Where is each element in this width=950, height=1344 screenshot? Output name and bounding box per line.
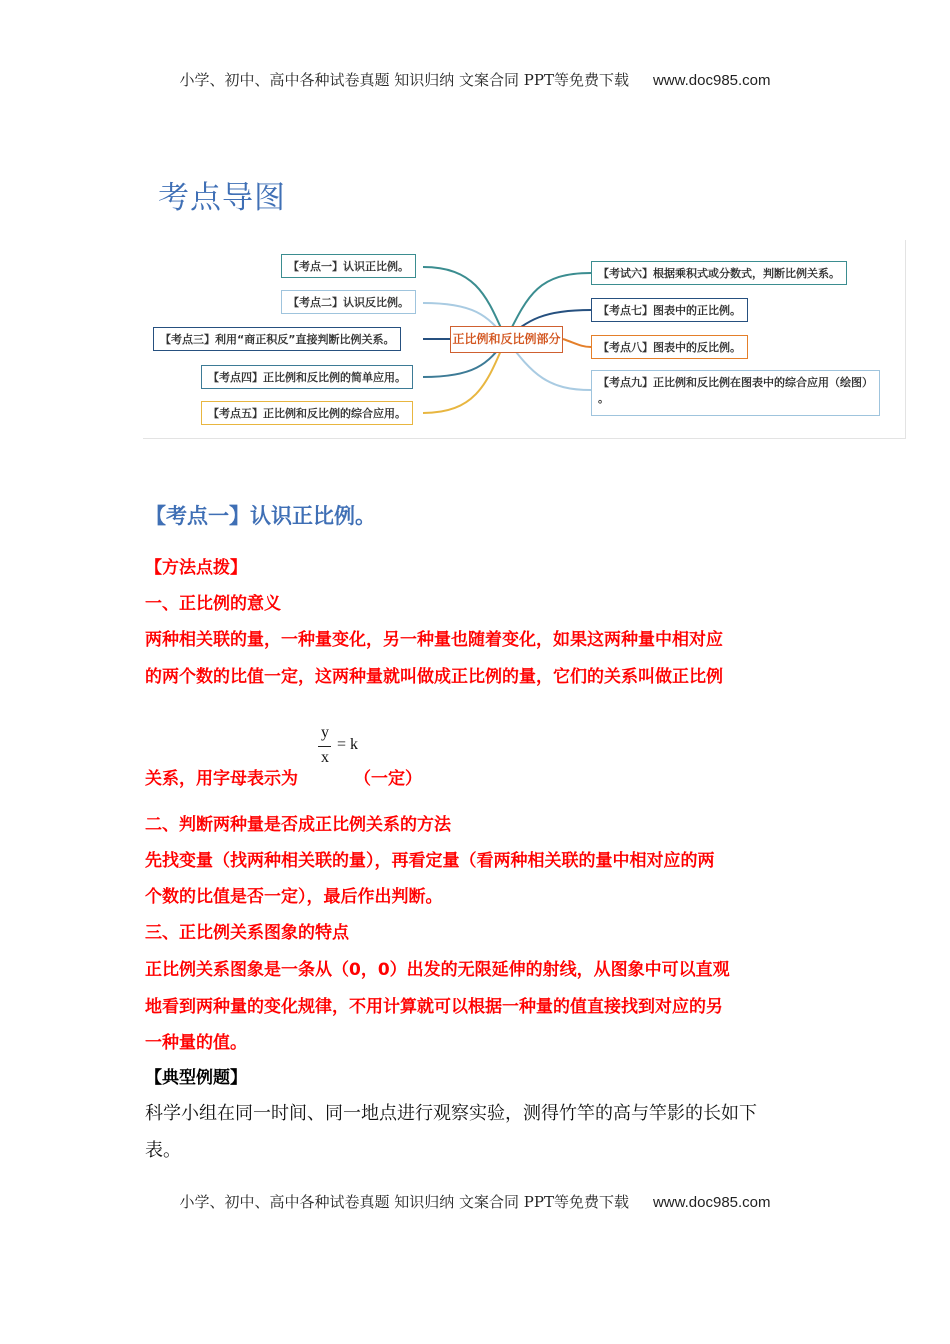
mindmap-node-k6: 【考试六】根据乘积式或分数式，判断比例关系。 [591,261,847,285]
footer-site-link[interactable]: www.doc985.com [652,1194,771,1211]
definition-line-3 [145,764,422,789]
mindmap-node-k1: 【考点一】认识正比例。 [281,254,416,278]
mindmap-node-k5: 【考点五】正比例和反比例的综合应用。 [201,401,413,425]
example-line-2: 表。 [145,1140,181,1161]
heading-meaning: 一、正比例的意义 [145,594,281,614]
mindmap-title: 考点导图 [158,180,286,216]
formula-denominator: x [321,749,329,766]
mindmap [143,240,906,439]
example-line-1: 科学小组在同一时间、同一地点进行观察实验，测得竹竿的高与竿影的长如下 [145,1103,757,1124]
heading-graph-features: 三、正比例关系图象的特点 [145,923,349,943]
definition-line-3-a: 关系，用字母表示为 [145,769,298,789]
definition-line-1: 两种相关联的量，一种量变化，另一种量也随着变化，如果这两种量中相对应 [145,630,723,650]
graph-line-1: 正比例关系图象是一条从（0，0）出发的无限延伸的射线，从图象中可以直观 [145,960,730,980]
mindmap-node-k2: 【考点二】认识反比例。 [281,290,416,314]
page-footer [0,1191,950,1212]
graph-line-3: 一种量的值。 [145,1033,247,1053]
mindmap-node-k9 [591,370,880,416]
mindmap-node-k8: 【考点八】图表中的反比例。 [591,335,748,359]
mindmap-node-k4: 【考点四】正比例和反比例的简单应用。 [201,365,413,389]
mindmap-node-k9-label: 【考点九】正比例和反比例在图表中的综合应用（绘图） [598,376,873,389]
footer-text: 小学、初中、高中各种试卷真题 知识归纳 文案合同 PPT等免费下载 [179,1193,629,1211]
definition-line-3-b: （一定） [354,769,422,789]
header-text: 小学、初中、高中各种试卷真题 知识归纳 文案合同 PPT等免费下载 [179,71,629,89]
definition-line-2: 的两个数的比值一定，这两种量就叫做成正比例的量，它们的关系叫做正比例 [145,667,723,687]
formula-rhs: = k [337,736,359,753]
example-label: 【典型例题】 [145,1068,247,1088]
method-label: 【方法点拨】 [145,558,247,578]
formula-fraction-bar [318,746,331,747]
header-site-link[interactable]: www.doc985.com [652,72,771,89]
section-title: 【考点一】认识正比例。 [145,504,376,528]
mindmap-node-k3: 【考点三】利用“商正积反”直接判断比例关系。 [153,327,401,351]
mindmap-center-node: 正比例和反比例部分 [450,326,563,353]
heading-judge-method: 二、判断两种量是否成正比例关系的方法 [145,815,451,835]
mindmap-node-k7: 【考点七】图表中的正比例。 [591,298,748,322]
judge-line-1: 先找变量（找两种相关联的量），再看定量（看两种相关联的量中相对应的两 [145,851,715,871]
formula-numerator: y [321,724,329,741]
graph-line-2: 地看到两种量的变化规律，不用计算就可以根据一种量的值直接找到对应的另 [145,997,723,1017]
connector-k8 [563,339,591,347]
mindmap-node-k9-tail: 。 [598,392,609,405]
page-header [0,69,950,90]
judge-line-2: 个数的比值是否一定），最后作出判断。 [145,887,443,907]
